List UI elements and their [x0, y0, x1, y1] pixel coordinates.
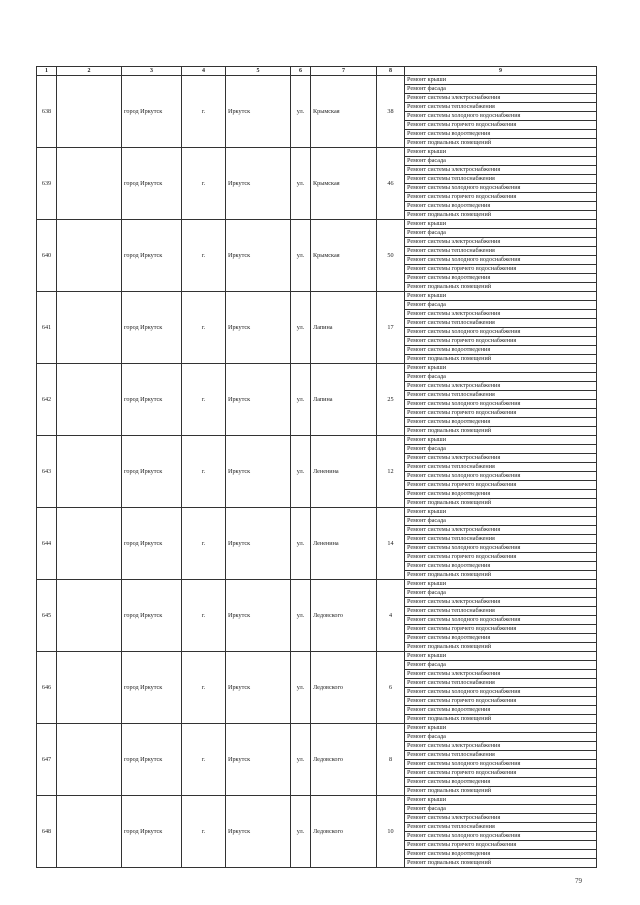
settlement-name-cell: Иркутск	[226, 796, 291, 868]
work-type-cell: Ремонт системы горячего водоснабжения	[405, 697, 597, 706]
settlement-type-cell: г.	[182, 508, 226, 580]
work-type-cell: Ремонт подвальных помещений	[405, 787, 597, 796]
work-type-cell: Ремонт системы холодного водоснабжения	[405, 400, 597, 409]
settlement-type-cell: г.	[182, 580, 226, 652]
work-type-cell: Ремонт системы холодного водоснабжения	[405, 832, 597, 841]
work-type-cell: Ремонт системы теплоснабжения	[405, 391, 597, 400]
empty-cell	[57, 724, 122, 796]
work-type-cell: Ремонт крыши	[405, 508, 597, 517]
house-number-cell: 4	[377, 580, 405, 652]
settlement-name-cell: Иркутск	[226, 76, 291, 148]
table-row	[37, 364, 597, 373]
house-number-cell: 38	[377, 76, 405, 148]
work-type-cell: Ремонт системы теплоснабжения	[405, 607, 597, 616]
table-row	[37, 148, 597, 157]
work-type-cell: Ремонт системы холодного водоснабжения	[405, 760, 597, 769]
work-type-cell: Ремонт системы теплоснабжения	[405, 319, 597, 328]
work-type-cell: Ремонт фасада	[405, 805, 597, 814]
header-cell: 6	[291, 67, 311, 76]
work-type-cell: Ремонт системы горячего водоснабжения	[405, 625, 597, 634]
street-type-cell: ул.	[291, 436, 311, 508]
work-type-cell: Ремонт подвальных помещений	[405, 499, 597, 508]
row-number-cell: 642	[37, 364, 57, 436]
work-type-cell: Ремонт системы электроснабжения	[405, 238, 597, 247]
work-type-cell: Ремонт системы электроснабжения	[405, 598, 597, 607]
work-type-cell: Ремонт системы горячего водоснабжения	[405, 481, 597, 490]
work-type-cell: Ремонт системы электроснабжения	[405, 526, 597, 535]
work-type-cell: Ремонт системы теплоснабжения	[405, 175, 597, 184]
row-number-cell: 640	[37, 220, 57, 292]
work-type-cell: Ремонт системы горячего водоснабжения	[405, 121, 597, 130]
work-type-cell: Ремонт подвальных помещений	[405, 139, 597, 148]
empty-cell	[57, 364, 122, 436]
street-type-cell: ул.	[291, 508, 311, 580]
work-type-cell: Ремонт системы холодного водоснабжения	[405, 544, 597, 553]
row-number-cell: 646	[37, 652, 57, 724]
street-type-cell: ул.	[291, 796, 311, 868]
work-type-cell: Ремонт системы горячего водоснабжения	[405, 553, 597, 562]
work-type-cell: Ремонт системы горячего водоснабжения	[405, 193, 597, 202]
capital-repair-table-sheet	[36, 66, 596, 868]
work-type-cell: Ремонт фасада	[405, 157, 597, 166]
empty-cell	[57, 292, 122, 364]
header-cell: 3	[122, 67, 182, 76]
house-number-cell: 12	[377, 436, 405, 508]
house-number-cell: 14	[377, 508, 405, 580]
work-type-cell: Ремонт подвальных помещений	[405, 211, 597, 220]
work-type-cell: Ремонт фасада	[405, 661, 597, 670]
settlement-type-cell: г.	[182, 724, 226, 796]
row-number-cell: 648	[37, 796, 57, 868]
settlement-name-cell: Иркутск	[226, 292, 291, 364]
work-type-cell: Ремонт крыши	[405, 724, 597, 733]
settlement-name-cell: Иркутск	[226, 436, 291, 508]
municipality-cell: город Иркутск	[122, 364, 182, 436]
work-type-cell: Ремонт системы холодного водоснабжения	[405, 616, 597, 625]
municipality-cell: город Иркутск	[122, 796, 182, 868]
work-type-cell: Ремонт подвальных помещений	[405, 427, 597, 436]
municipality-cell: город Иркутск	[122, 724, 182, 796]
work-type-cell: Ремонт фасада	[405, 229, 597, 238]
work-type-cell: Ремонт системы холодного водоснабжения	[405, 472, 597, 481]
street-name-cell: Лапина	[311, 364, 377, 436]
work-type-cell: Ремонт системы водоотведения	[405, 778, 597, 787]
table-row	[37, 508, 597, 517]
work-type-cell: Ремонт системы водоотведения	[405, 202, 597, 211]
work-type-cell: Ремонт крыши	[405, 580, 597, 589]
table-row	[37, 292, 597, 301]
header-cell: 7	[311, 67, 377, 76]
work-type-cell: Ремонт системы теплоснабжения	[405, 823, 597, 832]
settlement-name-cell: Иркутск	[226, 508, 291, 580]
work-type-cell: Ремонт фасада	[405, 445, 597, 454]
work-type-cell: Ремонт крыши	[405, 436, 597, 445]
empty-cell	[57, 796, 122, 868]
work-type-cell: Ремонт крыши	[405, 796, 597, 805]
table-body	[37, 76, 597, 868]
work-type-cell: Ремонт подвальных помещений	[405, 571, 597, 580]
work-type-cell: Ремонт системы водоотведения	[405, 418, 597, 427]
settlement-name-cell: Иркутск	[226, 148, 291, 220]
municipality-cell: город Иркутск	[122, 508, 182, 580]
street-type-cell: ул.	[291, 76, 311, 148]
work-type-cell: Ремонт системы холодного водоснабжения	[405, 184, 597, 193]
work-type-cell: Ремонт крыши	[405, 652, 597, 661]
settlement-name-cell: Иркутск	[226, 580, 291, 652]
work-type-cell: Ремонт подвальных помещений	[405, 283, 597, 292]
work-type-cell: Ремонт системы водоотведения	[405, 562, 597, 571]
street-type-cell: ул.	[291, 148, 311, 220]
street-type-cell: ул.	[291, 652, 311, 724]
street-type-cell: ул.	[291, 724, 311, 796]
work-type-cell: Ремонт системы электроснабжения	[405, 742, 597, 751]
header-cell: 5	[226, 67, 291, 76]
work-type-cell: Ремонт фасада	[405, 733, 597, 742]
header-cell: 9	[405, 67, 597, 76]
work-type-cell: Ремонт системы электроснабжения	[405, 166, 597, 175]
street-name-cell: Лененина	[311, 436, 377, 508]
work-type-cell: Ремонт системы электроснабжения	[405, 670, 597, 679]
work-type-cell: Ремонт системы теплоснабжения	[405, 247, 597, 256]
work-type-cell: Ремонт крыши	[405, 220, 597, 229]
work-type-cell: Ремонт крыши	[405, 364, 597, 373]
work-type-cell: Ремонт системы водоотведения	[405, 274, 597, 283]
row-number-cell: 643	[37, 436, 57, 508]
work-type-cell: Ремонт системы электроснабжения	[405, 94, 597, 103]
row-number-cell: 638	[37, 76, 57, 148]
street-type-cell: ул.	[291, 580, 311, 652]
house-number-cell: 10	[377, 796, 405, 868]
work-type-cell: Ремонт крыши	[405, 148, 597, 157]
work-type-cell: Ремонт подвальных помещений	[405, 643, 597, 652]
row-number-cell: 647	[37, 724, 57, 796]
work-type-cell: Ремонт крыши	[405, 292, 597, 301]
header-cell: 4	[182, 67, 226, 76]
street-type-cell: ул.	[291, 220, 311, 292]
settlement-name-cell: Иркутск	[226, 724, 291, 796]
house-number-cell: 46	[377, 148, 405, 220]
work-type-cell: Ремонт системы электроснабжения	[405, 454, 597, 463]
work-type-cell: Ремонт системы теплоснабжения	[405, 679, 597, 688]
table-row	[37, 796, 597, 805]
capital-repair-table	[36, 66, 597, 868]
work-type-cell: Ремонт системы холодного водоснабжения	[405, 112, 597, 121]
empty-cell	[57, 76, 122, 148]
empty-cell	[57, 652, 122, 724]
header-cell: 8	[377, 67, 405, 76]
street-name-cell: Ледовского	[311, 652, 377, 724]
street-name-cell: Крымская	[311, 148, 377, 220]
work-type-cell: Ремонт системы холодного водоснабжения	[405, 688, 597, 697]
work-type-cell: Ремонт фасада	[405, 373, 597, 382]
street-name-cell: Ледовского	[311, 724, 377, 796]
empty-cell	[57, 508, 122, 580]
work-type-cell: Ремонт системы горячего водоснабжения	[405, 265, 597, 274]
street-name-cell: Ледовского	[311, 796, 377, 868]
work-type-cell: Ремонт крыши	[405, 76, 597, 85]
work-type-cell: Ремонт системы холодного водоснабжения	[405, 256, 597, 265]
settlement-type-cell: г.	[182, 436, 226, 508]
house-number-cell: 6	[377, 652, 405, 724]
table-row	[37, 580, 597, 589]
row-number-cell: 641	[37, 292, 57, 364]
municipality-cell: город Иркутск	[122, 292, 182, 364]
settlement-name-cell: Иркутск	[226, 364, 291, 436]
municipality-cell: город Иркутск	[122, 220, 182, 292]
street-name-cell: Лапина	[311, 292, 377, 364]
table-row	[37, 724, 597, 733]
work-type-cell: Ремонт фасада	[405, 85, 597, 94]
settlement-type-cell: г.	[182, 76, 226, 148]
table-row	[37, 76, 597, 85]
street-name-cell: Ледовского	[311, 580, 377, 652]
street-name-cell: Крымская	[311, 76, 377, 148]
empty-cell	[57, 220, 122, 292]
empty-cell	[57, 436, 122, 508]
work-type-cell: Ремонт системы водоотведения	[405, 490, 597, 499]
work-type-cell: Ремонт системы теплоснабжения	[405, 463, 597, 472]
municipality-cell: город Иркутск	[122, 580, 182, 652]
work-type-cell: Ремонт системы холодного водоснабжения	[405, 328, 597, 337]
work-type-cell: Ремонт системы теплоснабжения	[405, 751, 597, 760]
house-number-cell: 8	[377, 724, 405, 796]
work-type-cell: Ремонт подвальных помещений	[405, 715, 597, 724]
work-type-cell: Ремонт фасада	[405, 517, 597, 526]
work-type-cell: Ремонт системы электроснабжения	[405, 382, 597, 391]
settlement-type-cell: г.	[182, 292, 226, 364]
work-type-cell: Ремонт системы электроснабжения	[405, 310, 597, 319]
work-type-cell: Ремонт системы водоотведения	[405, 850, 597, 859]
municipality-cell: город Иркутск	[122, 76, 182, 148]
empty-cell	[57, 580, 122, 652]
table-row	[37, 220, 597, 229]
street-name-cell: Крымская	[311, 220, 377, 292]
work-type-cell: Ремонт системы водоотведения	[405, 706, 597, 715]
empty-cell	[57, 148, 122, 220]
house-number-cell: 50	[377, 220, 405, 292]
house-number-cell: 25	[377, 364, 405, 436]
settlement-name-cell: Иркутск	[226, 652, 291, 724]
work-type-cell: Ремонт системы горячего водоснабжения	[405, 337, 597, 346]
work-type-cell: Ремонт системы водоотведения	[405, 634, 597, 643]
settlement-type-cell: г.	[182, 364, 226, 436]
settlement-type-cell: г.	[182, 652, 226, 724]
work-type-cell: Ремонт системы горячего водоснабжения	[405, 409, 597, 418]
municipality-cell: город Иркутск	[122, 148, 182, 220]
work-type-cell: Ремонт фасада	[405, 589, 597, 598]
table-row	[37, 652, 597, 661]
table-row	[37, 436, 597, 445]
settlement-name-cell: Иркутск	[226, 220, 291, 292]
street-type-cell: ул.	[291, 364, 311, 436]
settlement-type-cell: г.	[182, 796, 226, 868]
header-cell: 2	[57, 67, 122, 76]
house-number-cell: 17	[377, 292, 405, 364]
work-type-cell: Ремонт фасада	[405, 301, 597, 310]
work-type-cell: Ремонт системы теплоснабжения	[405, 103, 597, 112]
row-number-cell: 639	[37, 148, 57, 220]
municipality-cell: город Иркутск	[122, 652, 182, 724]
settlement-type-cell: г.	[182, 148, 226, 220]
row-number-cell: 645	[37, 580, 57, 652]
municipality-cell: город Иркутск	[122, 436, 182, 508]
row-number-cell: 644	[37, 508, 57, 580]
page-number: 79	[575, 877, 582, 885]
work-type-cell: Ремонт системы горячего водоснабжения	[405, 841, 597, 850]
header-cell: 1	[37, 67, 57, 76]
work-type-cell: Ремонт подвальных помещений	[405, 859, 597, 868]
street-name-cell: Лененина	[311, 508, 377, 580]
settlement-type-cell: г.	[182, 220, 226, 292]
work-type-cell: Ремонт системы электроснабжения	[405, 814, 597, 823]
street-type-cell: ул.	[291, 292, 311, 364]
work-type-cell: Ремонт системы водоотведения	[405, 346, 597, 355]
work-type-cell: Ремонт системы горячего водоснабжения	[405, 769, 597, 778]
work-type-cell: Ремонт подвальных помещений	[405, 355, 597, 364]
work-type-cell: Ремонт системы водоотведения	[405, 130, 597, 139]
work-type-cell: Ремонт системы теплоснабжения	[405, 535, 597, 544]
header-row	[37, 67, 597, 76]
